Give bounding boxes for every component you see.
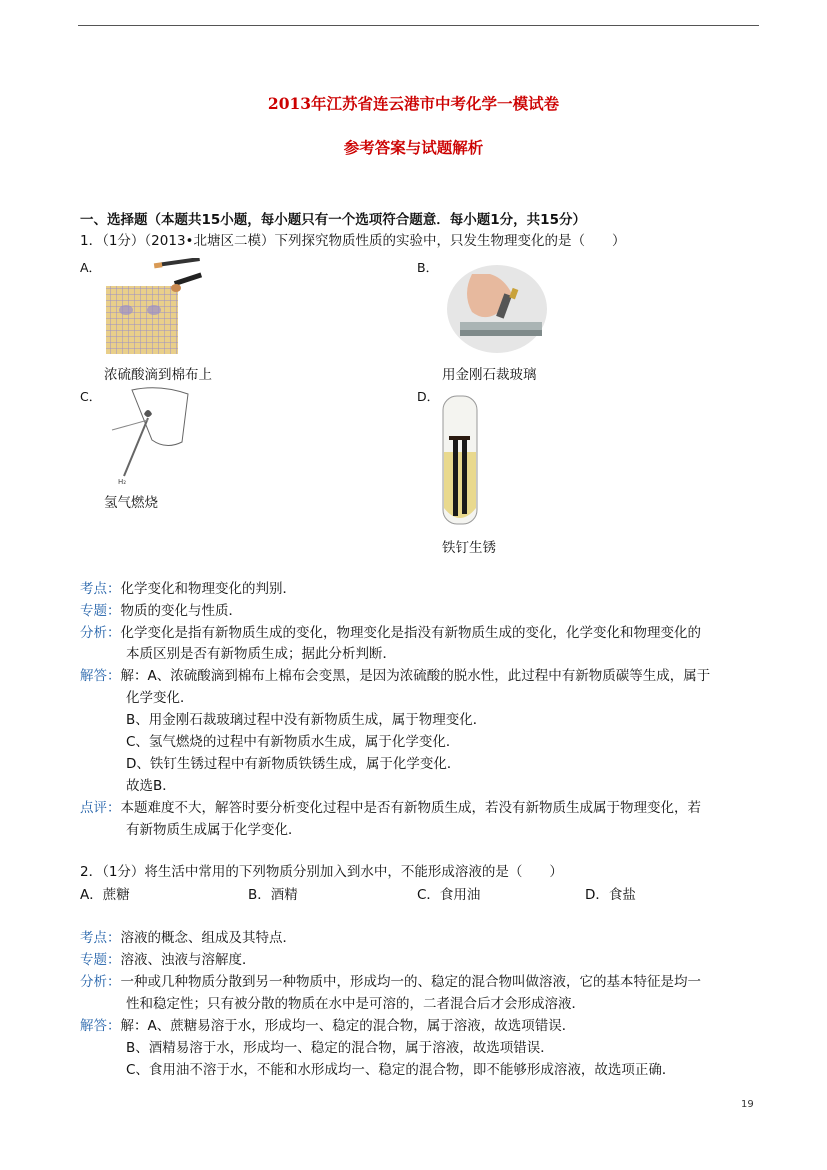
q2-option-c: C．食用油 (417, 887, 481, 903)
q1-option-b-letter: B． (417, 260, 439, 275)
q1-option-d-caption: 铁钉生锈 (442, 540, 496, 556)
zhuanti-text: 物质的变化与性质． (120, 603, 242, 619)
q1-option-a-letter: A． (80, 260, 102, 275)
figure-hydrogen-burning (104, 384, 194, 489)
h2-label: H₂ (118, 478, 127, 486)
q1-option-b-caption: 用金刚石裁玻璃 (442, 367, 537, 383)
dianping-label: 点评： (80, 800, 121, 816)
kaodian-label: 考点： (80, 581, 121, 597)
jieda-text-2: B、酒精易溶于水，形成均一、稳定的混合物，属于溶液，故选项错误． (126, 1040, 554, 1056)
q2-jieda-row (80, 1017, 575, 1035)
q2-option-a: A．蔗糖 (80, 887, 130, 903)
q1-option-d-letter: D． (417, 389, 440, 404)
jieda-text-3: C、食用油不溶于水，不能和水形成均一、稳定的混合物，即不能够形成溶液，故选项正确． (126, 1062, 676, 1078)
q1-jieda-row (80, 667, 710, 685)
section-heading: 一、选择题（本题共15小题，每小题只有一个选项符合题意．每小题1分，共15分） (80, 212, 586, 228)
q1-zhuanti-row (80, 602, 242, 620)
jieda-label: 解答： (80, 1018, 121, 1034)
fenxi-text-2: 本质区别是否有新物质生成；据此分析判断． (126, 646, 396, 662)
kaodian-label: 考点： (80, 930, 121, 946)
document-subtitle: 参考答案与试题解析 (343, 138, 484, 157)
jieda-text-5: D、铁钉生锈过程中有新物质铁锈生成，属于化学变化． (126, 756, 461, 772)
dianping-text-2: 有新物质生成属于化学变化． (126, 822, 302, 838)
question-1-stem: 1．（1分）（2013•北塘区二模）下列探究物质性质的实验中，只发生物理变化的是（ ） (80, 233, 626, 249)
q2-fenxi-row (80, 973, 701, 991)
zhuanti-text: 溶液、浊液与溶解度． (120, 952, 256, 968)
q1-option-c-caption: 氢气燃烧 (104, 495, 158, 511)
q1-option-a-caption: 浓硫酸滴到棉布上 (104, 367, 212, 383)
figure-cloth-acid (104, 258, 204, 358)
jieda-text-3: B、用金刚石裁玻璃过程中没有新物质生成，属于物理变化． (126, 712, 487, 728)
q2-kaodian-row (80, 929, 296, 947)
jieda-text-6: 故选B． (126, 778, 176, 794)
q2-option-d: D．食盐 (585, 887, 636, 903)
q1-fenxi-row (80, 624, 701, 642)
zhuanti-label: 专题： (80, 603, 121, 619)
jieda-text-1: 解：A、浓硫酸滴到棉布上棉布会变黑，是因为浓硫酸的脱水性，此过程中有新物质碳等生成，属于 (120, 668, 711, 684)
jieda-text-1: 解：A、蔗糖易溶于水，形成均一、稳定的混合物，属于溶液，故选项错误． (120, 1018, 576, 1034)
zhuanti-label: 专题： (80, 952, 121, 968)
q1-kaodian-row (80, 580, 296, 598)
fenxi-text-1: 一种或几种物质分散到另一种物质中，形成均一的、稳定的混合物叫做溶液，它的基本特征是均一 (120, 974, 701, 990)
q2-zhuanti-row (80, 951, 256, 969)
fenxi-text-2: 性和稳定性；只有被分散的物质在水中是可溶的，二者混合后才会形成溶液． (126, 996, 585, 1012)
jieda-text-4: C、氢气燃烧的过程中有新物质水生成，属于化学变化． (126, 734, 460, 750)
question-2-stem: 2．（1分）将生活中常用的下列物质分别加入到水中，不能形成溶液的是（ ） (80, 864, 563, 880)
document-title: 2013年江苏省连云港市中考化学一模试卷 (267, 94, 560, 113)
figure-diamond-glass (442, 264, 547, 354)
kaodian-text: 溶液的概念、组成及其特点． (120, 930, 296, 946)
figure-iron-nail-rust (440, 394, 480, 526)
kaodian-text: 化学变化和物理变化的判别． (120, 581, 296, 597)
q1-option-c-letter: C． (80, 389, 102, 404)
fenxi-label: 分析： (80, 974, 121, 990)
page-number: 19 (741, 1099, 754, 1110)
top-rule (78, 25, 759, 26)
dianping-text-1: 本题难度不大，解答时要分析变化过程中是否有新物质生成，若没有新物质生成属于物理变化，若 (120, 800, 701, 816)
q2-option-b: B．酒精 (248, 887, 298, 903)
fenxi-text-1: 化学变化是指有新物质生成的变化，物理变化是指没有新物质生成的变化，化学变化和物理变化的 (120, 625, 701, 641)
q1-dianping-row (80, 799, 701, 817)
jieda-label: 解答： (80, 668, 121, 684)
jieda-text-2: 化学变化． (126, 690, 194, 706)
fenxi-label: 分析： (80, 625, 121, 641)
